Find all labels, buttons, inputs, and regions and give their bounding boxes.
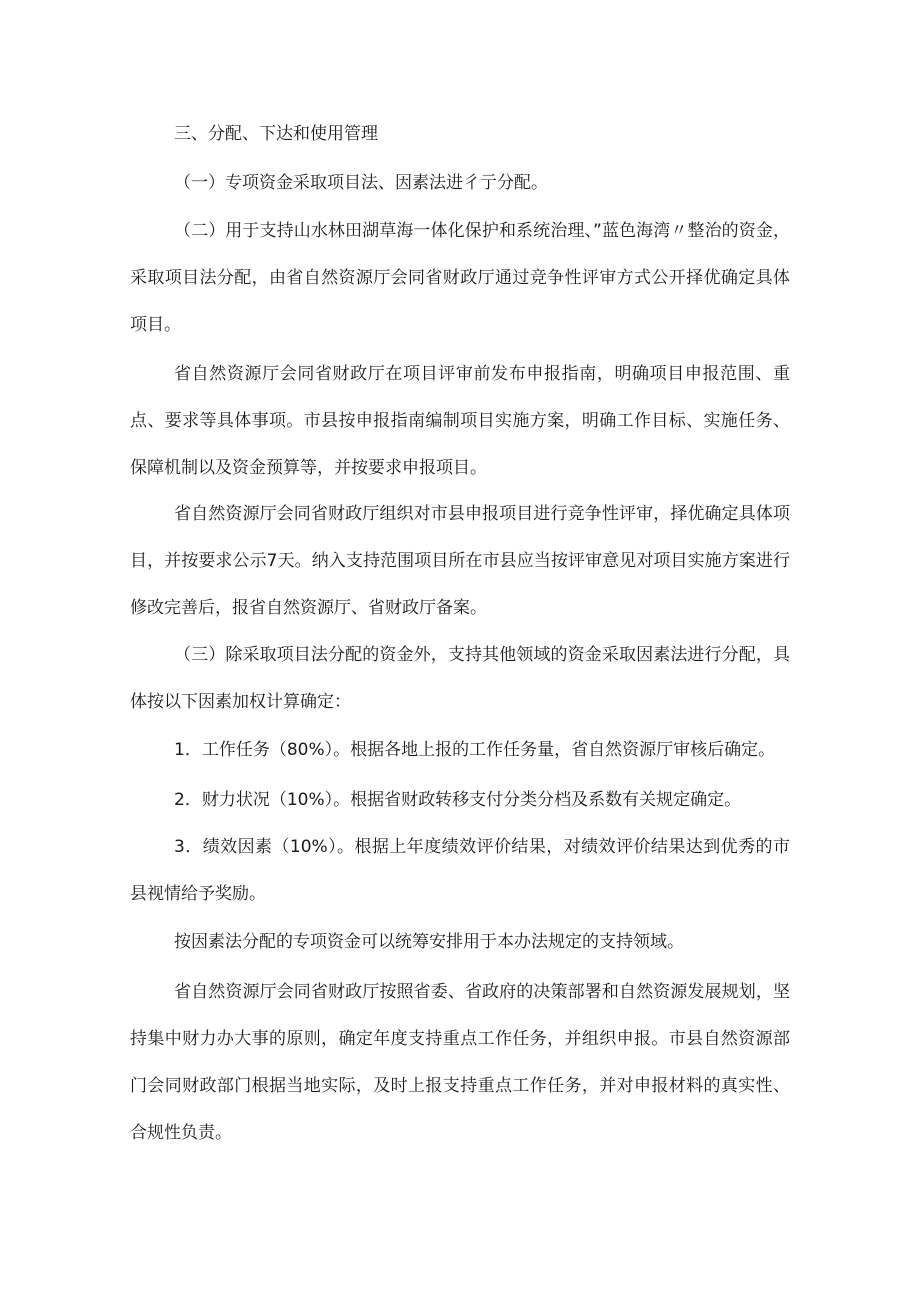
paragraph-6: 按因素法分配的专项资金可以统筹安排用于本办法规定的支持领域。 [174, 932, 684, 952]
paragraph-3: 省自然资源厅会同省财政厅在项目评审前发布申报指南，明确项目申报范围、重点、要求等具体事项。市县按申报指南编制项目实施方案，明确工作目标、实施任务、保障机制以及资金预算等，并按要求申报项目。 [130, 364, 790, 478]
paragraph-1: （一）专项资金采取项目法、因素法进彳亍分配。 [174, 173, 548, 193]
list-item-2: 2．财力状况（10%）。根据省财政转移支付分类分档及系数有关规定确定。 [174, 790, 742, 810]
paragraph-5: （三）除采取项目法分配的资金外，支持其他领域的资金采取因素法进行分配，具体按以下因素加权计算确定： [130, 645, 790, 712]
section-heading: 三、分配、下达和使用管理 [174, 124, 378, 144]
list-item-3: 3．绩效因素（10%）。根据上年度绩效评价结果，对绩效评价结果达到优秀的市县视情给予奖励。 [130, 837, 790, 904]
paragraph-4: 省自然资源厅会同省财政厅组织对市县申报项目进行竞争性评审，择优确定具体项目，并按要求公示7天。纳入支持范围项目所在市县应当按评审意见对项目实施方案进行修改完善后，报省自然资源厅、省财政厅备案。 [130, 504, 790, 618]
paragraph-2: （二）用于支持山水林田湖草海一体化保护和系统治理、”蓝色海湾〃整治的资金，采取项目法分配，由省自然资源厅会同省财政厅通过竞争性评审方式公开择优确定具体项目。 [130, 221, 790, 335]
list-item-1: 1．工作任务（80%）。根据各地上报的工作任务量，省自然资源厅审核后确定。 [174, 740, 776, 760]
paragraph-7: 省自然资源厅会同省财政厅按照省委、省政府的决策部署和自然资源发展规划，坚持集中财力办大事的原则，确定年度支持重点工作任务，并组织申报。市县自然资源部门会同财政部门根据当地实际，及时上报支持重点工作任务，并对申报材料的真实性、合规性负责。 [130, 982, 790, 1143]
